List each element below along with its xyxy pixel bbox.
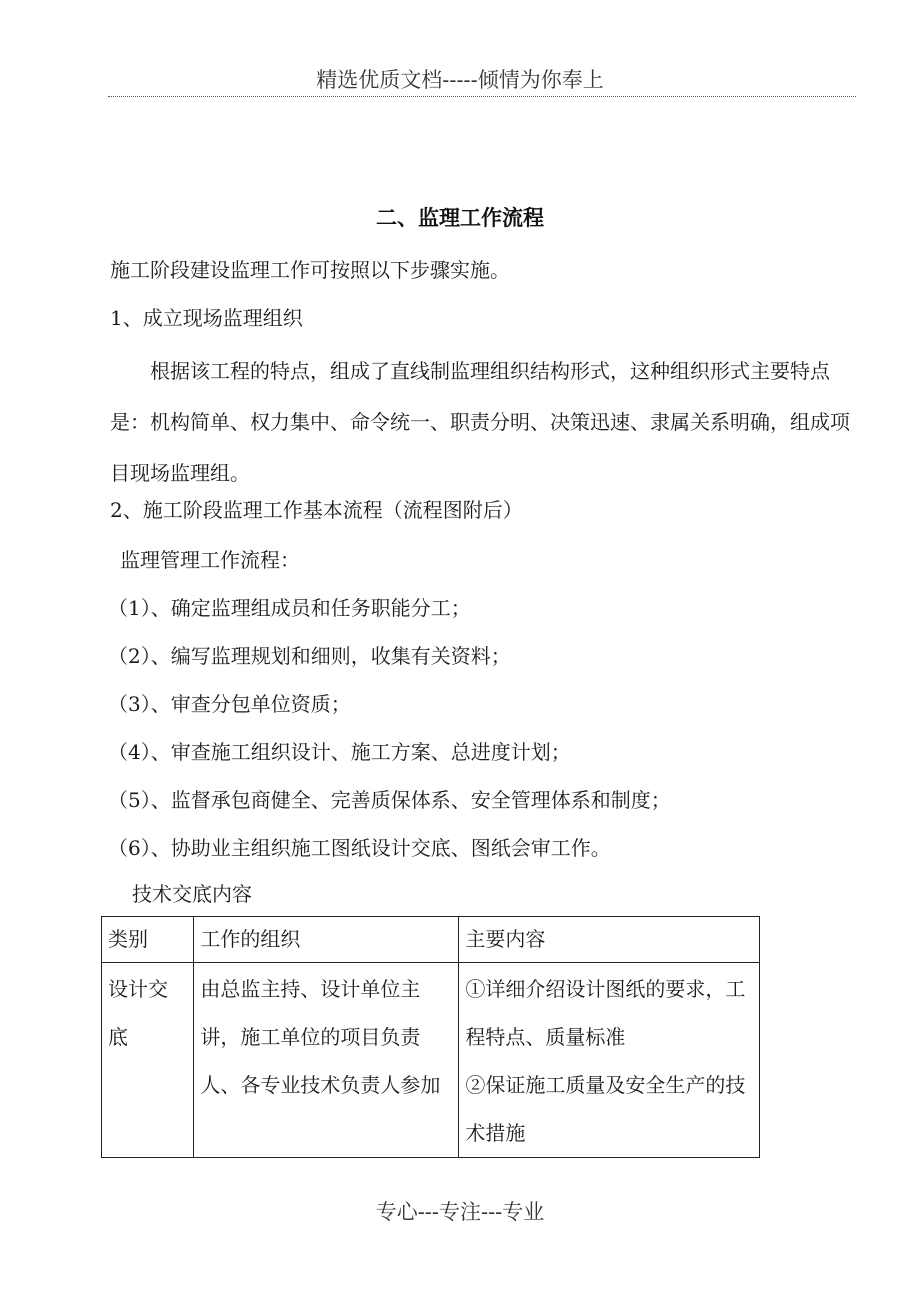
item1-paragraph: 根据该工程的特点，组成了直线制监理组织结构形式，这种组织形式主要特点是：机构简单、权力集中、命令统一、职责分明、决策迅速、隶属关系明确，组成项目现场监理组。 bbox=[110, 359, 850, 485]
section-title: 二、监理工作流程 bbox=[376, 205, 544, 230]
workflow-step: （5）、监督承包商健全、完善质保体系、安全管理体系和制度； bbox=[108, 788, 671, 812]
header-organization: 工作的组织 bbox=[194, 917, 459, 963]
cell-category: 设计交底 bbox=[102, 963, 194, 1158]
item1-heading: 1、成立现场监理组织 bbox=[110, 306, 303, 330]
workflow-step: （4）、审查施工组织设计、施工方案、总进度计划； bbox=[108, 740, 571, 764]
workflow-step: （1）、确定监理组成员和任务职能分工； bbox=[108, 596, 471, 620]
content-point-2: ②保证施工质量及安全生产的技术措施 bbox=[465, 1073, 746, 1145]
table-row bbox=[102, 963, 760, 1158]
workflow-label: 监理管理工作流程： bbox=[120, 548, 300, 572]
cell-organization: 由总监主持、设计单位主讲，施工单位的项目负责人、各专业技术负责人参加 bbox=[194, 963, 459, 1158]
header-divider bbox=[108, 96, 856, 97]
header-category: 类别 bbox=[102, 917, 194, 963]
table-header-row bbox=[102, 917, 760, 963]
table-caption: 技术交底内容 bbox=[132, 882, 252, 906]
workflow-step: （6）、协助业主组织施工图纸设计交底、图纸会审工作。 bbox=[108, 836, 611, 860]
workflow-step: （2）、编写监理规划和细则，收集有关资料； bbox=[108, 644, 511, 668]
intro-text: 施工阶段建设监理工作可按照以下步骤实施。 bbox=[110, 258, 510, 282]
tech-briefing-table bbox=[101, 916, 760, 1158]
item2-heading: 2、施工阶段监理工作基本流程（流程图附后） bbox=[110, 498, 523, 522]
cell-content bbox=[459, 963, 760, 1158]
workflow-step: （3）、审查分包单位资质； bbox=[108, 692, 351, 716]
header-content: 主要内容 bbox=[459, 917, 760, 963]
page-header: 精选优质文档-----倾情为你奉上 bbox=[316, 68, 604, 92]
content-point-1: ①详细介绍设计图纸的要求，工程特点、质量标准 bbox=[465, 977, 746, 1049]
page-footer: 专心---专注---专业 bbox=[375, 1200, 545, 1224]
